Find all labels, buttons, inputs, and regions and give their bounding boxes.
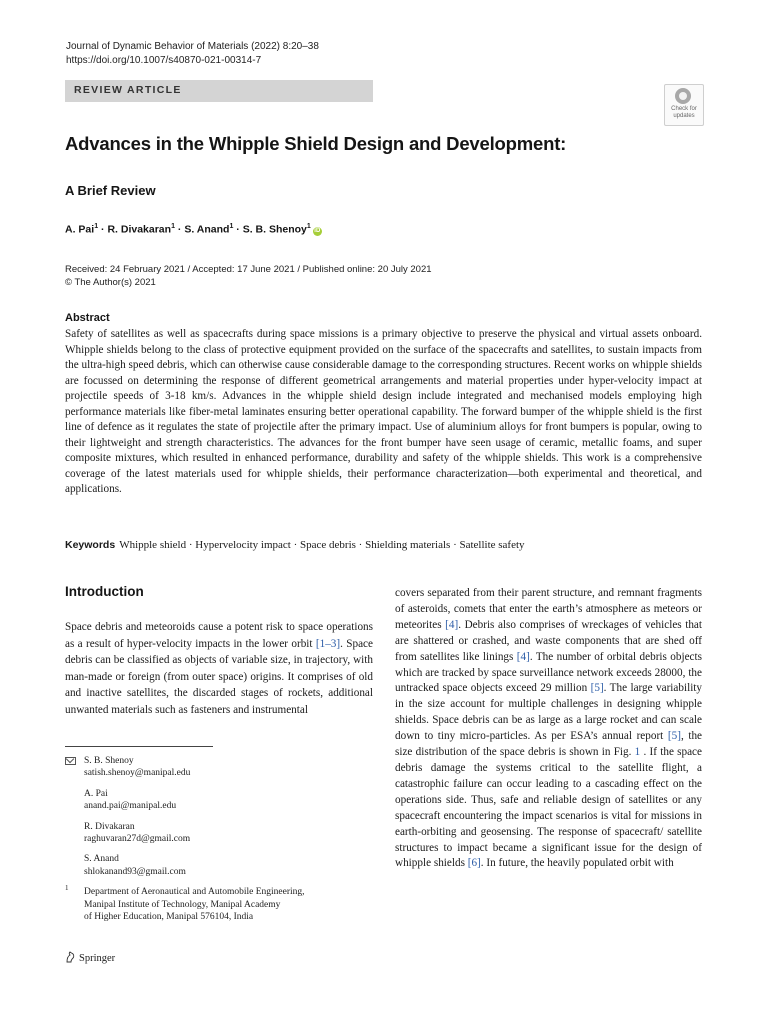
citation-link[interactable]: [5] bbox=[590, 682, 604, 695]
affiliation-marker: 1 bbox=[171, 223, 175, 230]
citation-link[interactable]: [5] bbox=[667, 730, 681, 743]
author-name[interactable]: S. B. Shenoy bbox=[242, 223, 307, 236]
citation-link[interactable]: [1–3] bbox=[315, 637, 341, 650]
contact-name: S. Anand bbox=[84, 854, 119, 865]
body-column-left: Space debris and meteoroids cause a potent risk to space operations as a result of hyper-velocity impacts in the lower orbit [1–3]. Space debris can be classified as objects of variable size, in trajectory, with man-made or foreign (from outer space) origins. It comprises of old and inactive satellites, the discarded stages of rockets, additional unwanted materials such as fasteners and instrumental bbox=[65, 621, 373, 716]
affiliation-line: of Higher Education, Manipal 576104, India bbox=[84, 912, 254, 923]
contact-email[interactable]: anand.pai@manipal.edu bbox=[84, 801, 177, 812]
publisher-footer bbox=[65, 951, 115, 964]
correspondence-entry bbox=[65, 788, 373, 813]
author-name[interactable]: S. Anand bbox=[184, 223, 230, 236]
affiliation-line: Department of Aeronautical and Automobile Engineering, bbox=[84, 887, 305, 898]
envelope-icon bbox=[65, 757, 76, 765]
journal-header bbox=[66, 40, 319, 68]
correspondence-entry bbox=[65, 755, 373, 780]
contact-email[interactable]: raghuvaran27d@gmail.com bbox=[84, 834, 191, 845]
affiliation-number: 1 bbox=[65, 884, 69, 893]
affiliation-marker: 1 bbox=[306, 223, 311, 230]
section-heading-introduction: Introduction bbox=[65, 584, 144, 599]
affiliation-line: Manipal Institute of Technology, Manipal Academy bbox=[84, 899, 281, 910]
body-column-right: covers separated from their parent structure, and remnant fragments of asteroids, comets that enter the earth’s atmosphere as meteors or meteorites [4]. Debris also comprises of wreckages of vehicles that are shattered or crashed, and waste components that are shed off from satellites like linings [4]. The number of orbital debris objects which are tracked by space surveillance network exceeds 28000, the untracked space objects exceed 29 million [5]. The large variability in the size account for multiple challenges in designing whipple shields. Space debris can be as large as a large rocket and can scale down to tiny micro-particles. As per ESA’s annual report [5], the size distribution of the space debris is shown in Fig. 1 . If the space debris damage the systems critical to the satellite flight, a catastrophic failure can occur leading to a cascading effect on the operations side. Thus, safe and reliable design of satellites or any spacecraft encountering the impact scenarios is vital for missions in earth-orbiting and geosensing. The response of spacecraft/ satellite structures to impact became a significant issue for the design of whipple shields [6]. In future, the heavily populated orbit with bbox=[395, 587, 703, 870]
affiliation-marker: 1 bbox=[94, 223, 99, 230]
keywords-list: Whipple shield · Hypervelocity impact · Space debris · Shielding materials · Satellite safety bbox=[119, 539, 525, 551]
article-type-banner bbox=[65, 80, 373, 102]
citation-link[interactable]: [6] bbox=[467, 857, 481, 870]
correspondence-entry bbox=[65, 853, 373, 878]
journal-citation: Journal of Dynamic Behavior of Materials (2022) 8:20–38 bbox=[66, 41, 319, 52]
copyright-line: © The Author(s) 2021 bbox=[65, 277, 156, 288]
check-for-updates-badge[interactable] bbox=[664, 84, 704, 126]
abstract-text: Safety of satellites as well as spacecrafts during space missions is a primary objective to preserve the physical and virtual assets onboard. Whipple shields belong to the class of protective equipment provided on the surface of the spacecrafts and satellites, to sustain impacts from the ultra-high speed debris, which can otherwise cause considerable damage to the corresponding structures. Recent works on whipple shields are focussed on determining the response of different geometrical arrangements and material properties under hyper-velocity impact at projectile speeds of 3-18 km/s. Advances in the whipple shield design include integrated and mechanised models employing high performance materials like fiber-metal laminates ensuring better operational capability. The forward bumper of the whipple shield is the first line of defence as it regulates the state of projectile after the primary impact. Use of aluminium alloys for front bumpers is popular, owing to their lightweight and strength characteristics. The advances for the front bumper have seen usage of ceramic, metallic foams, and super composite mixtures, which resulted in enhanced performance, durability and safety of the whipple shields. This work is a comprehensive coverage of the latest materials used for whipple shields, their performance characterization—both experimental and theoretical, and applications. bbox=[65, 328, 702, 495]
affiliation bbox=[65, 886, 373, 923]
footnote-divider bbox=[65, 746, 213, 747]
crossmark-icon bbox=[675, 88, 691, 104]
contact-email[interactable]: shlokanand93@gmail.com bbox=[84, 866, 186, 877]
contact-email[interactable]: satish.shenoy@manipal.edu bbox=[84, 768, 191, 779]
history-dates: Received: 24 February 2021 / Accepted: 17 June 2021 / Published online: 20 July 2021 bbox=[65, 264, 432, 275]
citation-link[interactable]: [4] bbox=[516, 650, 530, 663]
author-name[interactable]: R. Divakaran bbox=[107, 223, 172, 236]
publisher-name: Springer bbox=[79, 953, 116, 964]
author-list: A. Pai$^1$ · R. Divakaran$^1$ · S. Anand$^1$ · S. B. Shenoy$^1$iD bbox=[65, 223, 321, 236]
article-subtitle: A Brief Review bbox=[65, 183, 156, 198]
figure-link[interactable]: 1 bbox=[634, 746, 641, 759]
crossmark-label: Check for updates bbox=[671, 106, 697, 119]
article-type-label: REVIEW ARTICLE bbox=[74, 84, 182, 96]
citation-link[interactable]: [4] bbox=[445, 618, 459, 631]
article-title: Advances in the Whipple Shield Design and Development: bbox=[65, 133, 567, 154]
keywords-line bbox=[65, 539, 525, 551]
author-name[interactable]: A. Pai bbox=[65, 223, 95, 236]
contact-name: A. Pai bbox=[84, 788, 108, 799]
publication-dates bbox=[65, 263, 432, 289]
affiliation-marker: 1 bbox=[229, 223, 234, 230]
contact-name: R. Divakaran bbox=[84, 821, 135, 832]
correspondence-entry bbox=[65, 821, 373, 846]
correspondence-block bbox=[65, 755, 373, 923]
springer-horse-icon bbox=[65, 951, 76, 963]
doi-link[interactable]: https://doi.org/10.1007/s40870-021-00314-7 bbox=[66, 55, 262, 66]
abstract-heading: Abstract bbox=[65, 312, 110, 324]
orcid-icon[interactable]: iD bbox=[314, 227, 321, 234]
contact-name: S. B. Shenoy bbox=[84, 756, 134, 766]
keywords-label: Keywords bbox=[65, 539, 116, 551]
